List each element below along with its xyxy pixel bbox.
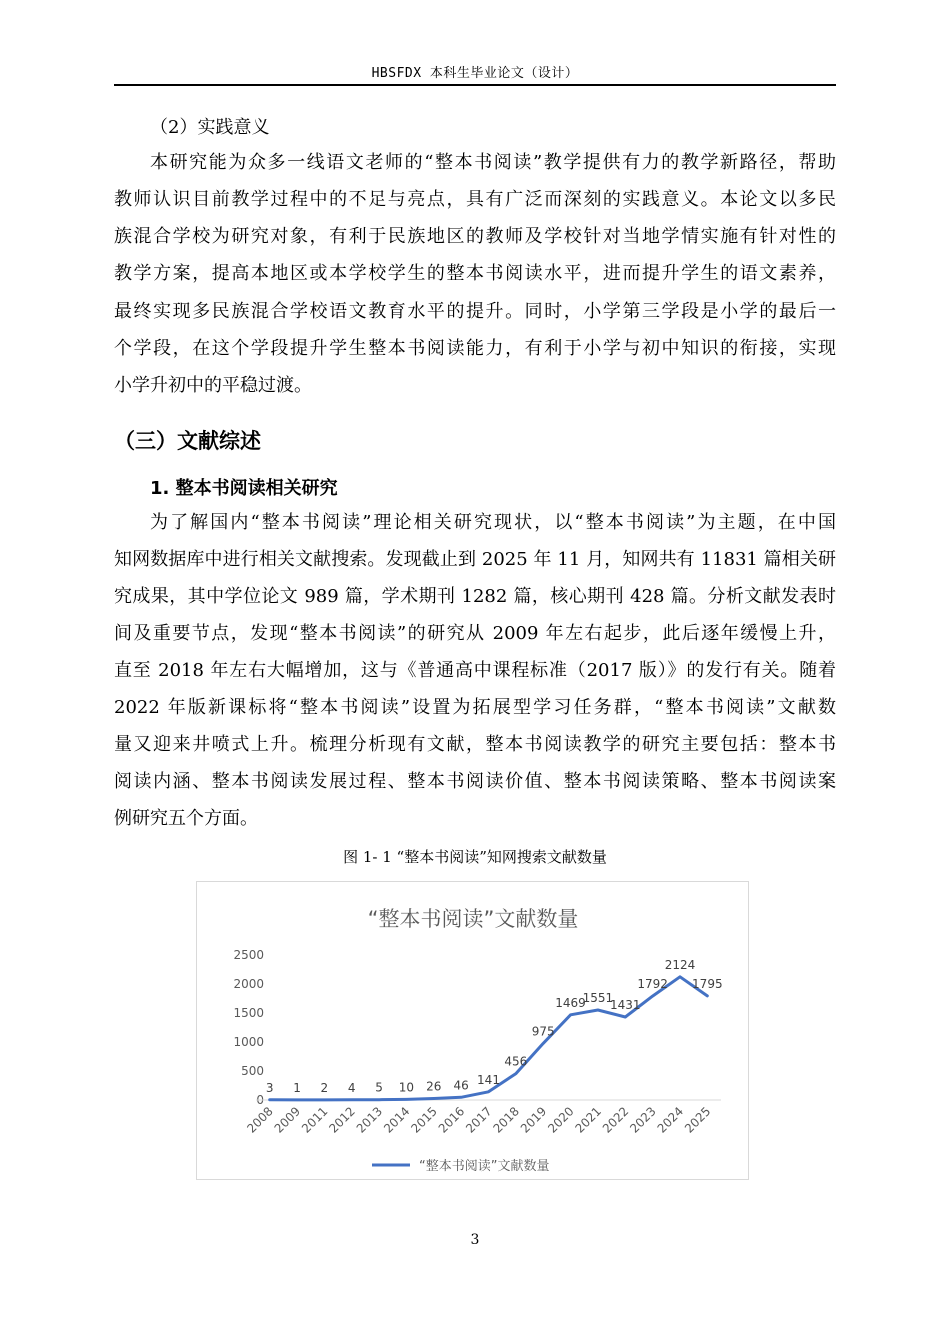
x-tick-label: 2020 xyxy=(545,1104,577,1136)
data-label: 1431 xyxy=(609,998,641,1013)
paragraph-line: 直至 2018 年左右大幅增加，这与《普通高中课程标准（2017 版）》的发行有关。随着 xyxy=(114,660,836,681)
data-label: 3 xyxy=(265,1080,274,1095)
section-heading: （三）文献综述 xyxy=(114,429,261,453)
y-tick-label: 0 xyxy=(256,1093,264,1107)
data-label: 10 xyxy=(398,1080,415,1095)
data-label: 26 xyxy=(426,1079,442,1094)
paragraph-line: 量又迎来井喷式上升。梳理分析现有文献，整本书阅读教学的研究主要包括：整本书 xyxy=(114,734,836,755)
data-label: 141 xyxy=(477,1072,500,1087)
x-tick-label: 2017 xyxy=(463,1104,495,1136)
paragraph-line: 本研究能为众多一线语文老师的“整本书阅读”教学提供有力的教学新路径，帮助 xyxy=(150,152,836,173)
paragraph-line: 个学段，在这个学段提升学生整本书阅读能力，有利于小学与初中知识的衔接，实现 xyxy=(114,338,836,359)
figure-caption: 图 1- 1 “整本书阅读”知网搜索文献数量 xyxy=(343,848,607,866)
x-tick-label: 2009 xyxy=(271,1104,304,1136)
x-tick-label: 2008 xyxy=(244,1104,276,1136)
chart-title: “整本书阅读”文献数量 xyxy=(367,907,579,931)
y-tick-label: 2500 xyxy=(233,948,264,962)
paragraph-line: 小学升初中的平稳过渡。 xyxy=(114,375,312,396)
data-label: 2124 xyxy=(664,957,696,972)
paragraph-line: 族混合学校为研究对象，有利于民族地区的教师及学校针对当地学情实施有针对性的 xyxy=(114,226,836,247)
data-label: 1 xyxy=(293,1080,301,1095)
paragraph-line: 究成果，其中学位论文 989 篇，学术期刊 1282 篇，核心期刊 428 篇。分析文献发表时 xyxy=(114,586,836,607)
x-tick-label: 2023 xyxy=(627,1104,659,1136)
paragraph-line: 例研究五个方面。 xyxy=(114,808,258,829)
y-tick-label: 1500 xyxy=(233,1006,264,1020)
subsection-heading: 1. 整本书阅读相关研究 xyxy=(150,478,338,499)
x-tick-label: 2022 xyxy=(599,1104,632,1136)
data-label: 1792 xyxy=(637,977,668,992)
paragraph-line: 最终实现多民族混合学校语文教育水平的提升。同时，小学第三学段是小学的最后一 xyxy=(114,301,836,322)
paragraph-line: 知网数据库中进行相关文献搜索。发现截止到 2025 年 11 月，知网共有 11831 篇相关研 xyxy=(114,549,836,570)
x-tick-label: 2013 xyxy=(353,1104,386,1136)
paragraph-line: 教师认识目前教学过程中的不足与亮点，具有广泛而深刻的实践意义。本论文以多民 xyxy=(114,189,836,210)
data-label: 1795 xyxy=(692,976,723,991)
chart-container xyxy=(196,881,749,1180)
x-tick-label: 2011 xyxy=(299,1104,331,1136)
page-number: 3 xyxy=(470,1232,480,1248)
paragraph-line: 为了解国内“整本书阅读”理论相关研究现状，以“整本书阅读”为主题，在中国 xyxy=(150,512,836,533)
y-tick-label: 1000 xyxy=(233,1035,264,1049)
data-label: 975 xyxy=(531,1024,555,1039)
x-tick-label: 2021 xyxy=(572,1104,605,1136)
data-label: 4 xyxy=(347,1080,356,1095)
paragraph-line: 教学方案，提高本地区或本学校学生的整本书阅读水平，进而提升学生的语文素养， xyxy=(114,263,836,284)
paragraph-line: 间及重要节点，发现“整本书阅读”的研究从 2009 年左右起步，此后逐年缓慢上升， xyxy=(114,623,836,644)
data-label: 456 xyxy=(504,1054,528,1069)
paragraph-line: 阅读内涵、整本书阅读发展过程、整本书阅读价值、整本书阅读策略、整本书阅读案 xyxy=(114,771,836,792)
section-label: （2）实践意义 xyxy=(150,117,270,138)
data-label: 1469 xyxy=(555,995,586,1010)
x-tick-label: 2018 xyxy=(490,1104,522,1136)
x-tick-label: 2025 xyxy=(681,1104,714,1136)
x-tick-label: 2012 xyxy=(326,1104,358,1136)
header-title: HBSFDX 本科生毕业论文（设计） xyxy=(371,66,579,81)
x-tick-label: 2019 xyxy=(517,1104,550,1136)
y-tick-label: 500 xyxy=(241,1064,264,1078)
x-tick-label: 2015 xyxy=(408,1104,440,1136)
header-rule xyxy=(114,84,836,86)
data-label: 2 xyxy=(320,1080,329,1095)
y-tick-label: 2000 xyxy=(233,977,264,991)
x-tick-label: 2014 xyxy=(381,1104,413,1136)
legend-label: “整本书阅读”文献数量 xyxy=(419,1159,550,1174)
data-label: 5 xyxy=(375,1080,383,1095)
line-chart xyxy=(197,882,748,1179)
paragraph-line: 2022 年版新课标将“整本书阅读”设置为拓展型学习任务群，“整本书阅读”文献数 xyxy=(114,697,836,718)
x-tick-label: 2016 xyxy=(435,1104,468,1136)
data-label: 1551 xyxy=(582,991,614,1006)
x-tick-label: 2024 xyxy=(654,1104,687,1136)
data-label: 46 xyxy=(453,1078,469,1093)
